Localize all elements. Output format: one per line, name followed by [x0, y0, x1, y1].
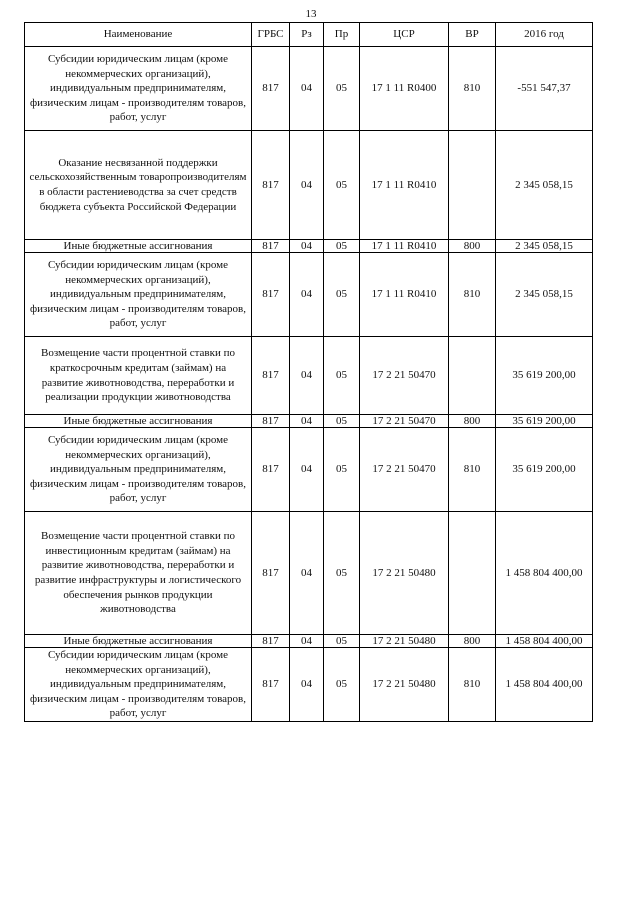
cell-name: Возмещение части процентной ставки по краткосрочным кредитам (займам) на развитие животноводства, переработки и реализации продукции животноводства [25, 337, 252, 415]
table-row [25, 648, 593, 722]
cell-name: Субсидии юридическим лицам (кроме некоммерческих организаций), индивидуальным предпринимателям, физическим лицам - производителям товаров, работ, услуг [25, 648, 252, 722]
cell-csr: 17 1 11 R0410 [360, 240, 449, 253]
cell-name: Субсидии юридическим лицам (кроме некоммерческих организаций), индивидуальным предпринимателям, физическим лицам - производителям товаров, работ, услуг [25, 253, 252, 337]
cell-pr: 05 [324, 337, 360, 415]
table-row [25, 47, 593, 131]
cell-amount: -551 547,37 [496, 47, 593, 131]
cell-pr: 05 [324, 648, 360, 722]
cell-vr: 800 [449, 635, 496, 648]
cell-amount: 2 345 058,15 [496, 240, 593, 253]
cell-vr: 800 [449, 415, 496, 428]
cell-vr: 810 [449, 428, 496, 512]
budget-table [24, 22, 593, 722]
cell-grbs: 817 [252, 635, 290, 648]
cell-amount: 35 619 200,00 [496, 415, 593, 428]
cell-vr: 810 [449, 47, 496, 131]
cell-grbs: 817 [252, 131, 290, 240]
cell-name: Возмещение части процентной ставки по инвестиционным кредитам (займам) на развитие животноводства, переработки и развитие инфраструктуры и логистического обеспечения рынков продукции животноводства [25, 512, 252, 635]
cell-rz: 04 [290, 635, 324, 648]
header-row [25, 23, 593, 47]
table-row [25, 512, 593, 635]
cell-amount: 2 345 058,15 [496, 131, 593, 240]
cell-name: Иные бюджетные ассигнования [25, 240, 252, 253]
table-row [25, 415, 593, 428]
cell-amount: 2 345 058,15 [496, 253, 593, 337]
cell-csr: 17 2 21 50470 [360, 428, 449, 512]
cell-pr: 05 [324, 253, 360, 337]
cell-amount: 35 619 200,00 [496, 337, 593, 415]
cell-vr: 810 [449, 253, 496, 337]
cell-grbs: 817 [252, 428, 290, 512]
cell-amount: 1 458 804 400,00 [496, 648, 593, 722]
cell-pr: 05 [324, 415, 360, 428]
cell-rz: 04 [290, 253, 324, 337]
cell-grbs: 817 [252, 512, 290, 635]
header-name: Наименование [25, 23, 252, 47]
table-row [25, 240, 593, 253]
cell-name: Субсидии юридическим лицам (кроме некоммерческих организаций), индивидуальным предпринимателям, физическим лицам - производителям товаров, работ, услуг [25, 47, 252, 131]
cell-csr: 17 1 11 R0410 [360, 253, 449, 337]
cell-grbs: 817 [252, 415, 290, 428]
table-row [25, 337, 593, 415]
cell-amount: 35 619 200,00 [496, 428, 593, 512]
header-rz: Рз [290, 23, 324, 47]
table-row [25, 131, 593, 240]
table-row [25, 428, 593, 512]
cell-vr: 810 [449, 648, 496, 722]
header-grbs: ГРБС [252, 23, 290, 47]
cell-csr: 17 1 11 R0410 [360, 131, 449, 240]
cell-vr [449, 512, 496, 635]
table-row [25, 253, 593, 337]
cell-amount: 1 458 804 400,00 [496, 635, 593, 648]
cell-rz: 04 [290, 512, 324, 635]
cell-vr [449, 131, 496, 240]
cell-grbs: 817 [252, 253, 290, 337]
cell-pr: 05 [324, 512, 360, 635]
cell-vr [449, 337, 496, 415]
cell-grbs: 817 [252, 240, 290, 253]
cell-name: Субсидии юридическим лицам (кроме некоммерческих организаций), индивидуальным предпринимателям, физическим лицам - производителям товаров, работ, услуг [25, 428, 252, 512]
cell-pr: 05 [324, 240, 360, 253]
cell-pr: 05 [324, 428, 360, 512]
cell-csr: 17 2 21 50480 [360, 512, 449, 635]
cell-amount: 1 458 804 400,00 [496, 512, 593, 635]
cell-csr: 17 2 21 50470 [360, 415, 449, 428]
cell-csr: 17 2 21 50480 [360, 635, 449, 648]
cell-rz: 04 [290, 337, 324, 415]
cell-rz: 04 [290, 428, 324, 512]
page-number: 13 [305, 8, 317, 20]
cell-rz: 04 [290, 131, 324, 240]
cell-rz: 04 [290, 415, 324, 428]
header-csr: ЦСР [360, 23, 449, 47]
cell-pr: 05 [324, 635, 360, 648]
header-vr: ВР [449, 23, 496, 47]
cell-name: Оказание несвязанной поддержки сельскохозяйственным товаропроизводителям в области растениеводства за счет средств бюджета субъекта Российской Федерации [25, 131, 252, 240]
cell-csr: 17 2 21 50480 [360, 648, 449, 722]
cell-rz: 04 [290, 47, 324, 131]
header-pr: Пр [324, 23, 360, 47]
cell-grbs: 817 [252, 47, 290, 131]
cell-name: Иные бюджетные ассигнования [25, 415, 252, 428]
cell-pr: 05 [324, 131, 360, 240]
cell-rz: 04 [290, 648, 324, 722]
cell-grbs: 817 [252, 648, 290, 722]
cell-name: Иные бюджетные ассигнования [25, 635, 252, 648]
header-year: 2016 год [496, 23, 593, 47]
cell-rz: 04 [290, 240, 324, 253]
cell-csr: 17 2 21 50470 [360, 337, 449, 415]
cell-vr: 800 [449, 240, 496, 253]
cell-csr: 17 1 11 R0400 [360, 47, 449, 131]
cell-grbs: 817 [252, 337, 290, 415]
cell-pr: 05 [324, 47, 360, 131]
table-row [25, 635, 593, 648]
